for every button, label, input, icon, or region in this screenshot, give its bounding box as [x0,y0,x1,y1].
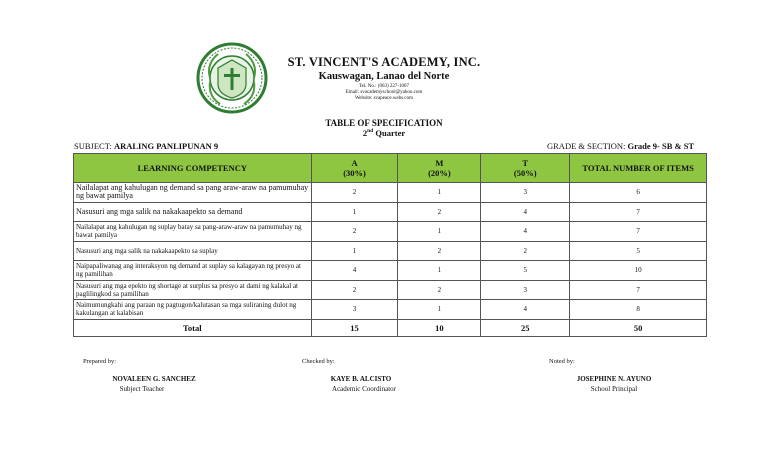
noted-by-label: Noted by: [549,358,575,365]
subject-line [74,141,218,151]
table-row [74,280,707,300]
t-cell: 4 [481,222,570,242]
quarter-word: Quarter [375,128,406,138]
header-t-letter: T [522,158,529,168]
t-cell: 3 [481,280,570,300]
quarter-number: 2 [362,128,368,138]
document-title: TABLE OF SPECIFICATION [325,118,443,128]
totals-label: Total [74,319,312,336]
school-name: ST. VINCENT'S ACADEMY, INC. [287,55,481,69]
competency-cell: Nasusuri ang mga salik na nakakaapekto sa suplay [74,241,312,261]
a-cell: 1 [311,241,398,261]
a-cell: 2 [311,280,398,300]
totals-m: 10 [398,319,481,336]
total-cell: 5 [570,241,707,261]
subject-label: SUBJECT: [74,141,112,151]
totals-a: 15 [311,319,398,336]
table-header-row [74,154,707,183]
header-a-pct: (30%) [343,168,366,178]
grade-section-label: GRADE & SECTION: [547,141,626,151]
a-cell: 4 [311,261,398,281]
checked-by-label: Checked by: [302,358,335,365]
a-cell: 3 [311,300,398,320]
m-cell: 2 [398,241,481,261]
table-row [74,241,707,261]
m-cell: 2 [398,280,481,300]
school-email: Email: svacademyschool@yahoo.com [345,90,423,95]
t-cell: 4 [481,202,570,222]
total-cell: 6 [570,183,707,203]
header-m-pct: (20%) [428,168,451,178]
header-m [398,154,481,183]
table-row [74,300,707,320]
t-cell: 4 [481,300,570,320]
competency-cell: Nasusuri ang mga epekto ng shortage at surplus sa presyo at dami ng kalakal at paglilingkod sa pamilihan [74,280,312,300]
header-m-letter: M [435,158,444,168]
competency-cell: Nasusuri ang mga salik na nakakaapekto sa demand [74,202,312,222]
t-cell: 5 [481,261,570,281]
prepared-by-label: Prepared by: [83,358,117,365]
m-cell: 1 [398,222,481,242]
grade-section-value: Grade 9- SB & ST [627,141,695,151]
header-t-pct: (50%) [513,168,537,178]
a-cell: 2 [311,222,398,242]
grade-section-line [547,141,694,151]
table-row [74,183,707,203]
total-cell: 10 [570,261,707,281]
total-cell: 7 [570,202,707,222]
competency-cell: Naipapaliwanag ang interaksyon ng demand at suplay sa kalagayan ng presyo at ng pamilihan [74,261,312,281]
total-cell: 7 [570,280,707,300]
header-t [481,154,570,183]
t-cell: 3 [481,183,570,203]
m-cell: 2 [398,202,481,222]
table-row [74,202,707,222]
school-telephone: Tel. No.: (063) 227-1007 [358,84,410,89]
school-website: Website: svapeace.webs.com [354,96,414,101]
header-total: TOTAL NUMBER OF ITEMS [570,154,707,183]
noted-by-role: School Principal [590,385,638,393]
specification-table [73,153,707,337]
subject-value: ARALING PANLIPUNAN 9 [113,141,219,151]
totals-total: 50 [570,319,707,336]
table-row [74,222,707,242]
totals-row [74,319,707,336]
competency-cell: Nailalapat ang kahulugan ng demand sa pang araw-araw na pamumuhay ng bawat pamilya [74,183,312,203]
school-seal-logo [196,42,268,114]
a-cell: 2 [311,183,398,203]
prepared-by-role: Subject Teacher [119,385,165,393]
a-cell: 1 [311,202,398,222]
noted-by-name: JOSEPHINE N. AYUNO [576,375,652,383]
prepared-by-name: NOVALEEN G. SANCHEZ [112,375,196,383]
quarter-suffix: nd [367,128,374,135]
m-cell: 1 [398,261,481,281]
m-cell: 1 [398,300,481,320]
checked-by-name: KAYE B. ALCISTO [330,375,392,383]
table-row [74,261,707,281]
header-competency: LEARNING COMPETENCY [74,154,312,183]
school-address: Kauswagan, Lanao del Norte [318,71,450,82]
document-quarter [284,128,484,138]
total-cell: 8 [570,300,707,320]
competency-cell: Naimumungkahi ang paraan ng pagtugon/kalutasan sa mga suliraning dulot ng kakulangan at kalabisan [74,300,312,320]
total-cell: 7 [570,222,707,242]
t-cell: 2 [481,241,570,261]
totals-t: 25 [481,319,570,336]
competency-cell: Nailalapat ang kahulugan ng suplay batay sa pang-araw-araw na pamumuhay ng bawat pamilya [74,222,312,242]
checked-by-role: Academic Coordinator [332,385,396,393]
m-cell: 1 [398,183,481,203]
header-a [311,154,398,183]
header-a-letter: A [351,158,358,168]
